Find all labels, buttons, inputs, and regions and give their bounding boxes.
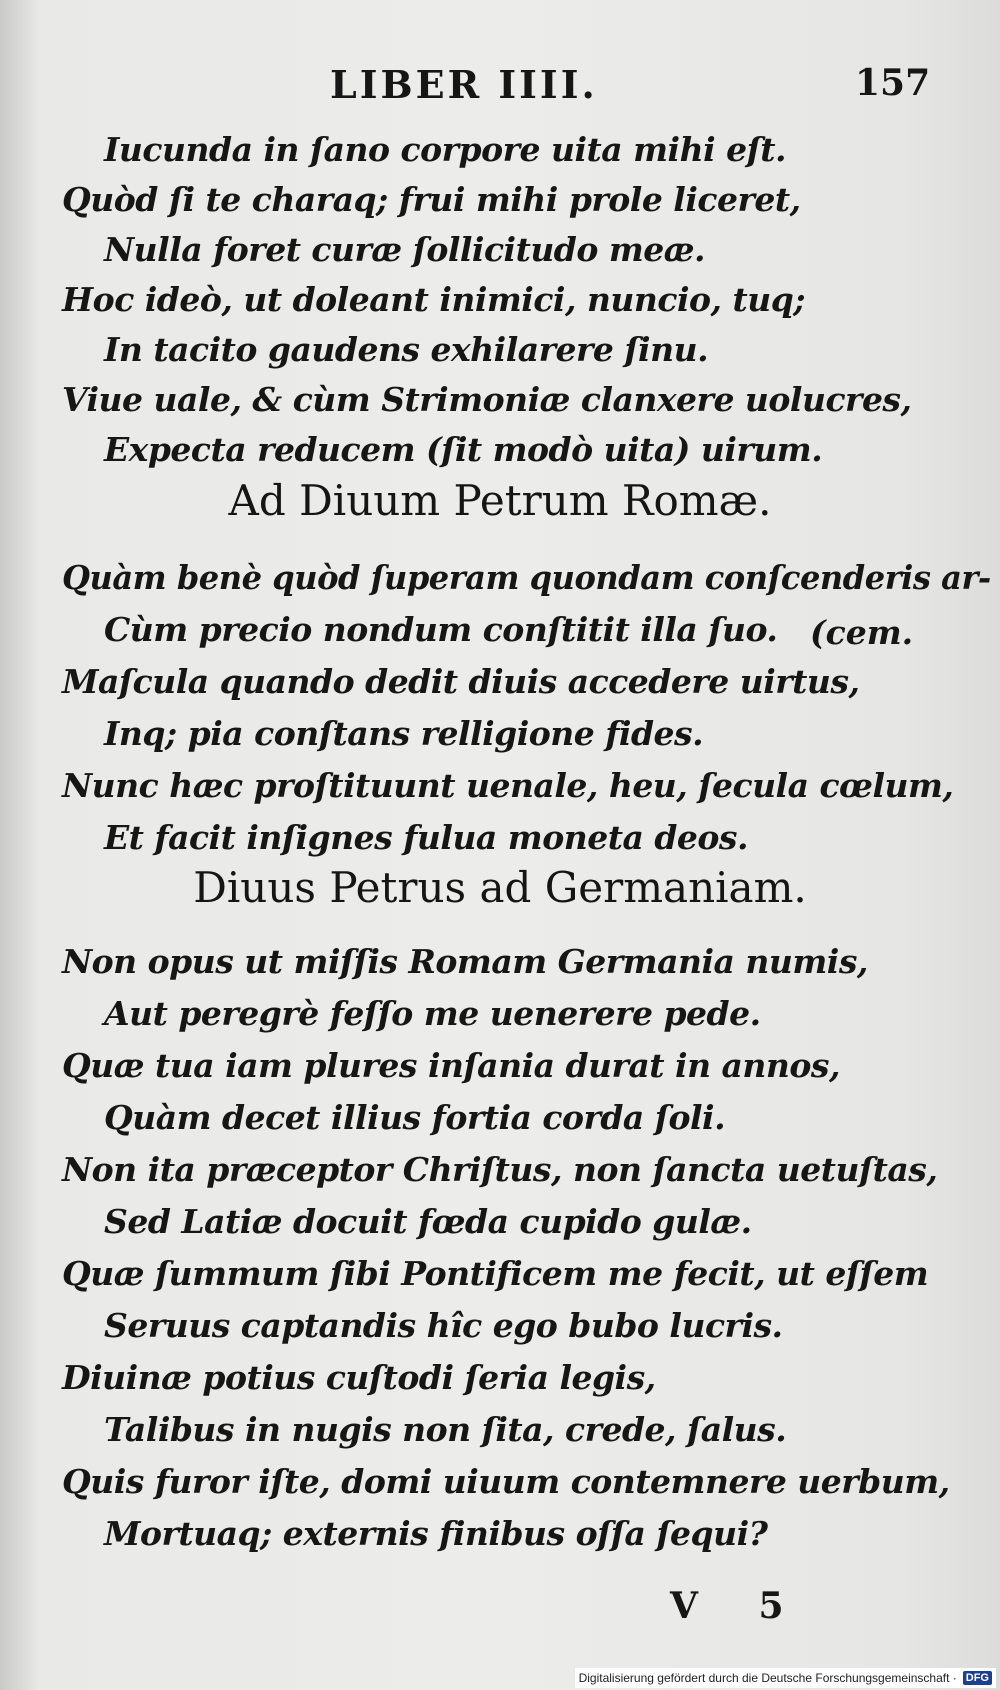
verse-line: Sed Latiæ docuit fœda cupido gulæ. [104,1202,752,1241]
poem-heading: Diuus Petrus ad Germaniam. [193,863,807,912]
verse-line: Inq; pia conſtans relligione fides. [104,714,704,753]
dfg-logo: DFG [963,1671,992,1685]
verse-line: Seruus captandis hîc ego bubo lucris. [104,1306,783,1345]
verse-line: In tacito gaudens exhilarere ſinu. [104,330,709,369]
running-title: LIBER IIII. [330,62,598,107]
credit-text: Digitalisierung gefördert durch die Deutsche Forschungsgemeinschaft · [578,1671,957,1685]
signature-mark: V 5 [670,1585,808,1627]
verse-line: Viue uale, & cùm Strimoniæ clanxere uolucres, [62,380,912,419]
poem-heading: Ad Diuum Petrum Romæ. [228,476,772,525]
verse-line: Nulla foret curæ ſollicitudo meæ. [104,230,706,269]
verse-line: Talibus in nugis non ſita, crede, ſalus. [104,1410,787,1449]
verse-line: Diuinæ potius cuſtodi ſeria legis, [62,1358,656,1397]
line-continuation: (cem. [810,613,914,652]
verse-line: Cùm precio nondum conſtitit illa ſuo. [104,610,778,649]
verse-line: Quæ ſummum ſibi Pontificem me fecit, ut eſſem [62,1254,929,1293]
verse-line: Mortuaq; externis finibus oſſa ſequi? [104,1514,768,1553]
verse-line: Hoc ideò, ut doleant inimici, nuncio, tuq; [62,280,806,319]
verse-line: Expecta reducem (ſit modò uita) uirum. [104,430,823,469]
verse-line: Non ita præceptor Chriſtus, non ſancta uetuſtas, [62,1150,938,1189]
verse-line: Aut peregrè feſſo me uenerere pede. [104,994,761,1033]
verse-line: Quàm benè quòd ſuperam quondam conſcenderis ar- [62,558,991,597]
verse-line: Quis furor iſte, domi uiuum contemnere uerbum, [62,1462,950,1501]
verse-line: Quòd ſi te charaq; frui mihi prole liceret, [62,180,801,219]
verse-line: Et facit inſignes fulua moneta deos. [104,818,748,857]
verse-line: Iucunda in ſano corpore uita mihi eſt. [104,130,787,169]
verse-line: Nunc hæc proſtituunt uenale, heu, ſecula cœlum, [62,766,954,805]
verse-line: Maſcula quando dedit diuis accedere uirtus, [62,662,860,701]
verse-line: Quæ tua iam plures inſania durat in annos, [62,1046,840,1085]
verse-line: Quàm decet illius fortia corda ſoli. [104,1098,726,1137]
page-number: 157 [855,62,931,104]
running-head [0,62,1000,112]
verse-line: Non opus ut miſſis Romam Germania numis, [62,942,868,981]
digitization-credit [575,1668,996,1688]
